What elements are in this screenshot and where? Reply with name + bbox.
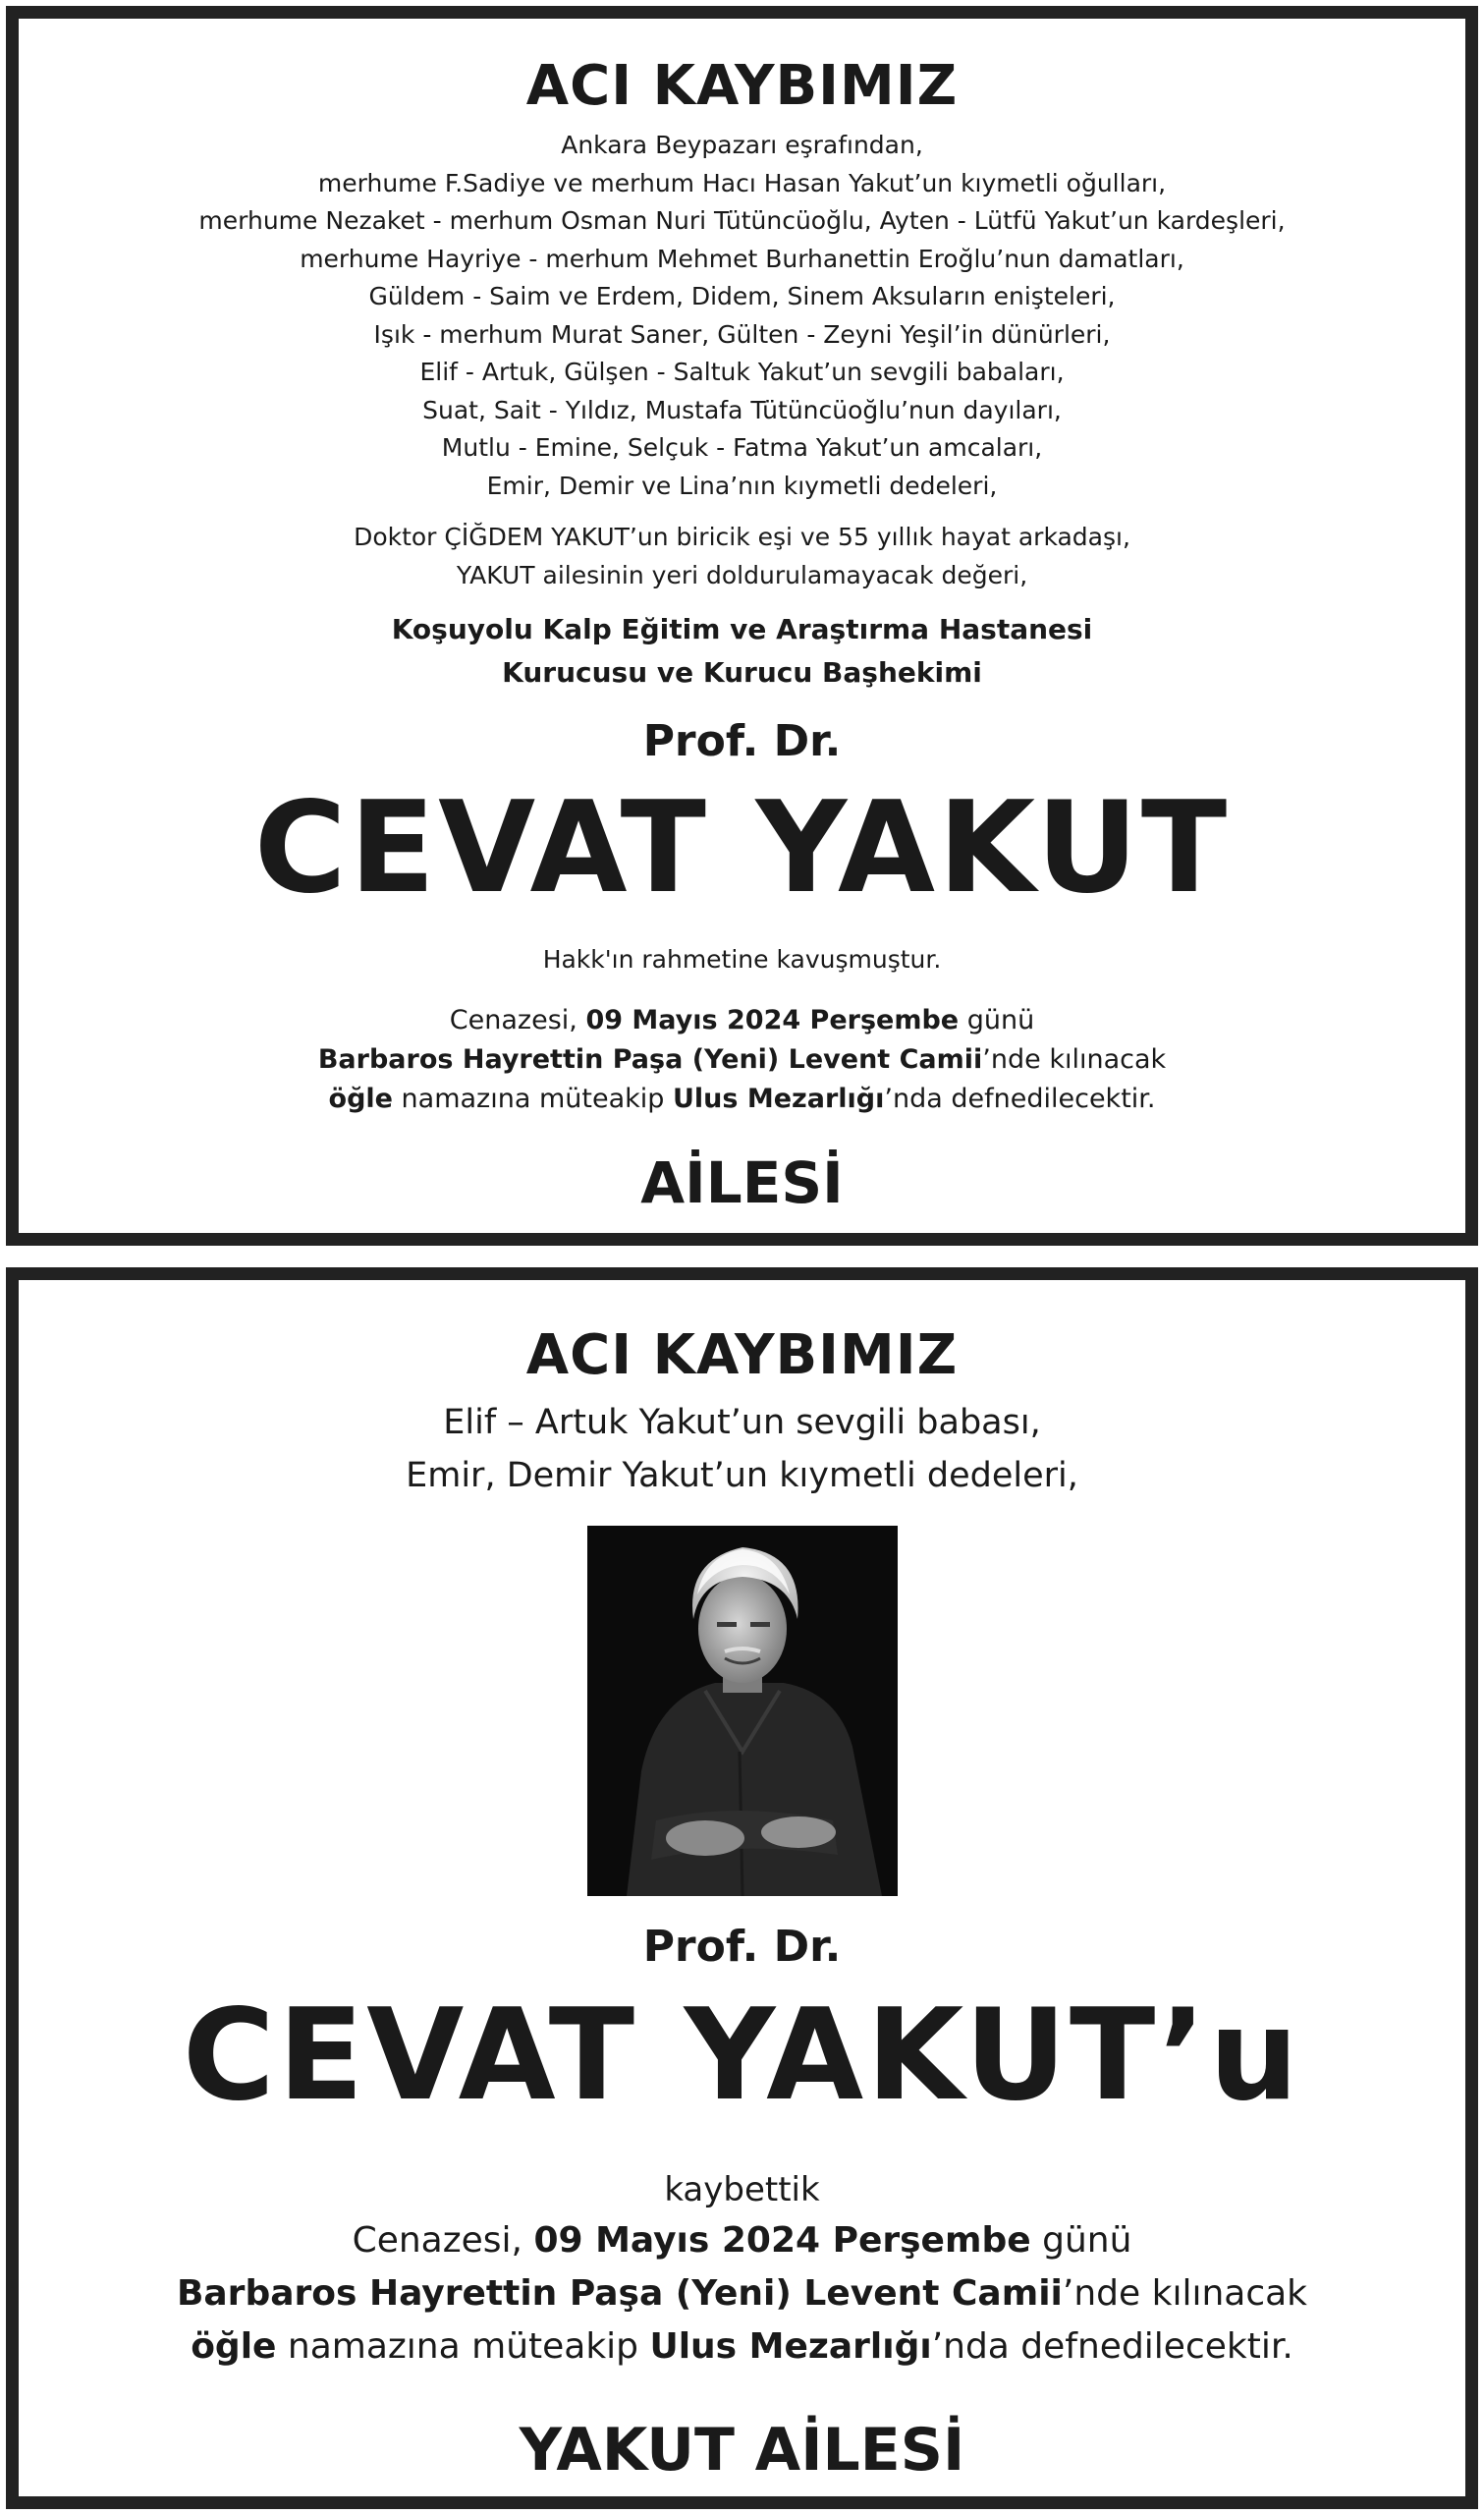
funeral-mosque-line: Barbaros Hayrettin Paşa (Yeni) Levent Camii’nde kılınacak xyxy=(317,1044,1167,1075)
deceased-name: CEVAT YAKUT xyxy=(253,775,1231,922)
spouse-lines xyxy=(19,519,1465,594)
notice-header: ACI KAYBIMIZ xyxy=(525,54,959,118)
notice-header: ACI KAYBIMIZ xyxy=(525,1323,959,1387)
passing-statement: kaybettik xyxy=(664,2170,820,2209)
mosque-name: Barbaros Hayrettin Paşa (Yeni) Levent Camii xyxy=(176,2273,1063,2314)
relatives-list xyxy=(19,127,1465,505)
prayer-time: öğle xyxy=(191,2326,277,2367)
relatives-line: Emir, Demir Yakut’un kıymetli dedeleri, xyxy=(406,1456,1078,1495)
relatives-list xyxy=(19,1396,1465,1502)
funeral-burial-line: öğle namazına müteakip Ulus Mezarlığı’nda defnedilecektir. xyxy=(328,1084,1156,1114)
obituary-notice-daughter xyxy=(6,1267,1478,2509)
funeral-date-line: Cenazesi, 09 Mayıs 2024 Perşembe günü xyxy=(352,2220,1132,2261)
relatives-line: Işık - merhum Murat Saner, Gülten - Zeyni Yeşil’in dünürleri, xyxy=(373,319,1111,349)
relatives-line: Güldem - Saim ve Erdem, Didem, Sinem Aksuların enişteleri, xyxy=(368,282,1116,310)
funeral-date-line: Cenazesi, 09 Mayıs 2024 Perşembe günü xyxy=(449,1005,1035,1035)
relatives-line: Elif - Artuk, Gülşen - Saltuk Yakut’un sevgili babaları, xyxy=(419,358,1065,386)
prayer-time: öğle xyxy=(328,1084,393,1114)
funeral-details xyxy=(19,2214,1465,2374)
relatives-line: merhume Nezaket - merhum Osman Nuri Tütüncüoğlu, Ayten - Lütfü Yakut’un kardeşleri, xyxy=(198,206,1286,235)
relatives-line: Ankara Beypazarı eşrafından, xyxy=(561,131,923,159)
relatives-line: Elif – Artuk Yakut’un sevgili babası, xyxy=(443,1403,1041,1442)
position-line: Kurucusu ve Kurucu Başhekimi xyxy=(502,656,982,689)
portrait-photo xyxy=(587,1526,898,1896)
academic-title: Prof. Dr. xyxy=(642,716,842,766)
deceased-name: CEVAT YAKUT’u xyxy=(182,1983,1302,2129)
funeral-date: 09 Mayıs 2024 Perşembe xyxy=(585,1005,960,1035)
relatives-line: merhume F.Sadiye ve merhum Hacı Hasan Yakut’un kıymetli oğulları, xyxy=(317,168,1167,197)
funeral-date: 09 Mayıs 2024 Perşembe xyxy=(533,2220,1031,2261)
spouse-line: YAKUT ailesinin yeri doldurulamayacak değeri, xyxy=(456,560,1028,589)
passing-statement: Hakk'ın rahmetine kavuşmuştur. xyxy=(542,945,942,974)
cemetery-name: Ulus Mezarlığı xyxy=(673,1084,885,1114)
mosque-name: Barbaros Hayrettin Paşa (Yeni) Levent Camii xyxy=(317,1044,983,1075)
signature: YAKUT AİLESİ xyxy=(519,2416,965,2485)
cemetery-name: Ulus Mezarlığı xyxy=(649,2326,932,2367)
relatives-line: Emir, Demir ve Lina’nın kıymetli dedeleri, xyxy=(486,471,998,500)
funeral-mosque-line: Barbaros Hayrettin Paşa (Yeni) Levent Camii’nde kılınacak xyxy=(176,2273,1308,2314)
funeral-burial-line: öğle namazına müteakip Ulus Mezarlığı’nda defnedilecektir. xyxy=(191,2326,1293,2367)
relatives-line: Mutlu - Emine, Selçuk - Fatma Yakut’un amcaları, xyxy=(441,433,1043,462)
academic-title: Prof. Dr. xyxy=(642,1922,842,1972)
funeral-details xyxy=(19,1001,1465,1119)
relatives-line: Suat, Sait - Yıldız, Mustafa Tütüncüoğlu’nun dayıları, xyxy=(422,395,1062,424)
signature: AİLESİ xyxy=(640,1149,844,1216)
obituary-notice-family xyxy=(6,6,1478,1246)
spouse-line: Doktor ÇİĞDEM YAKUT’un biricik eşi ve 55 yıllık hayat arkadaşı, xyxy=(354,523,1130,551)
hospital-line: Koşuyolu Kalp Eğitim ve Araştırma Hastanesi xyxy=(391,613,1093,645)
relatives-line: merhume Hayriye - merhum Mehmet Burhanettin Eroğlu’nun damatları, xyxy=(300,244,1184,273)
